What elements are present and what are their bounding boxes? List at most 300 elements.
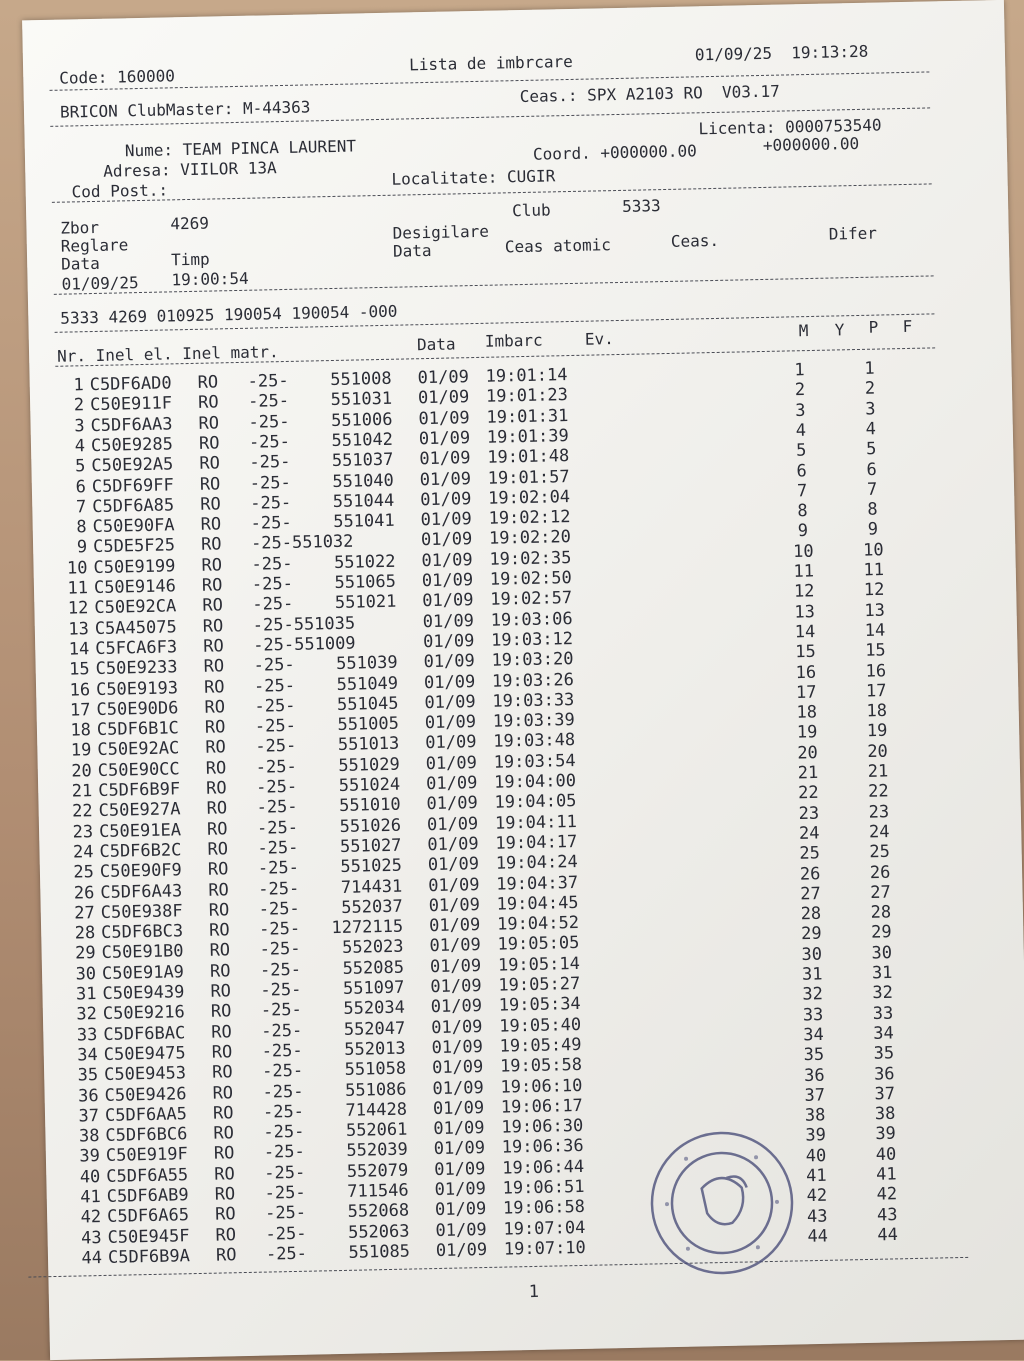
ring-serial: 551029: [338, 754, 400, 776]
ring-serial: 552085: [342, 957, 405, 979]
position-m: 11: [793, 561, 815, 582]
country-code: RO: [206, 818, 228, 840]
position-p: 7: [866, 479, 878, 500]
basket-time: 19:03:33: [492, 689, 575, 712]
column-header-m: M: [798, 321, 809, 341]
ring-year: -25-551035: [252, 613, 356, 636]
owner-address: Adresa: VIILOR 13A: [103, 158, 277, 181]
ring-year: -25-551032: [250, 531, 354, 555]
position-p: 32: [872, 983, 894, 1004]
row-number: 15: [68, 659, 90, 680]
ring-serial: 552061: [345, 1119, 408, 1141]
column-header-p: P: [868, 317, 879, 337]
country-code: RO: [209, 960, 231, 982]
ring-year: -25-: [248, 411, 290, 433]
position-p: 9: [867, 519, 879, 541]
basket-date: 01/09: [425, 752, 478, 774]
basket-time: 19:06:36: [501, 1136, 584, 1159]
ring-serial: 551022: [333, 551, 396, 573]
position-m: 35: [803, 1044, 825, 1066]
country-code: RO: [212, 1103, 234, 1124]
ring-serial: 552063: [347, 1221, 410, 1243]
electronic-ring: C5DF6B9A: [107, 1246, 191, 1268]
unsealing-date-label: Data: [392, 240, 432, 261]
page-number: 1: [528, 1281, 540, 1303]
ring-year: -25-: [263, 1121, 305, 1143]
basket-date: 01/09: [429, 955, 482, 977]
electronic-ring: C50E938F: [100, 901, 183, 923]
electronic-ring: C50E91B0: [101, 941, 184, 964]
position-m: 39: [805, 1125, 827, 1146]
basket-time: 19:01:23: [485, 385, 569, 408]
position-m: 18: [796, 702, 818, 723]
position-m: 26: [799, 863, 821, 885]
country-code: RO: [210, 1001, 232, 1022]
row-number: 7: [75, 496, 87, 518]
ring-year: -25-: [251, 553, 293, 575]
locality: Localitate: CUGIR: [391, 166, 556, 189]
basket-date: 01/09: [428, 915, 481, 937]
electronic-ring: C5DF6AD0: [89, 373, 172, 396]
basket-date: 01/09: [420, 509, 473, 531]
position-p: 14: [864, 620, 886, 641]
country-code: RO: [200, 494, 221, 515]
electronic-ring: C5DE5F25: [92, 535, 176, 558]
ring-year: -25-: [257, 837, 299, 859]
ring-serial: 551006: [330, 409, 393, 431]
country-code: RO: [212, 1082, 234, 1104]
position-m: 20: [797, 742, 819, 764]
basket-time: 19:06:17: [500, 1095, 584, 1118]
ring-year: -25-: [263, 1142, 306, 1164]
country-code: RO: [214, 1163, 235, 1185]
country-code: RO: [213, 1123, 235, 1144]
electronic-ring: C50E945F: [107, 1225, 190, 1248]
ring-serial: 1272115: [331, 916, 404, 939]
position-p: 24: [868, 821, 890, 843]
basket-date: 01/09: [429, 935, 481, 957]
position-p: 3: [865, 398, 876, 420]
country-code: RO: [197, 392, 219, 414]
position-m: 25: [799, 843, 821, 864]
basket-date: 01/09: [431, 1016, 483, 1038]
position-m: 23: [798, 803, 820, 824]
country-code: RO: [203, 656, 225, 677]
position-m: 28: [800, 903, 822, 925]
basket-time: 19:02:50: [489, 568, 572, 590]
position-p: 34: [873, 1023, 894, 1044]
row-number: 8: [76, 517, 87, 538]
basket-date: 01/09: [423, 671, 476, 693]
ring-serial: 552023: [341, 937, 404, 959]
electronic-ring: C50E9146: [93, 576, 177, 599]
position-p: 10: [862, 539, 884, 561]
position-p: 12: [863, 580, 885, 601]
country-code: RO: [201, 575, 223, 596]
ring-year: -25-: [254, 715, 297, 737]
electronic-ring: C50E91EA: [98, 819, 182, 842]
country-code: RO: [200, 534, 222, 556]
club-number: 5333: [621, 196, 661, 216]
difference-label: Difer: [828, 223, 878, 244]
ring-serial: 551037: [331, 449, 394, 472]
basket-date: 01/09: [422, 610, 475, 632]
position-p: 33: [872, 1003, 894, 1024]
row-number: 25: [73, 862, 95, 883]
basket-time: 19:01:57: [487, 466, 570, 489]
position-p: 2: [864, 378, 876, 400]
row-number: 12: [67, 598, 89, 619]
basket-time: 19:04:00: [493, 770, 577, 793]
electronic-ring: C5DF69FF: [91, 474, 174, 497]
basket-date: 01/09: [424, 691, 476, 713]
ring-serial: 551097: [342, 977, 405, 999]
basket-date: 01/09: [431, 1057, 484, 1079]
position-m: 21: [797, 762, 819, 784]
position-m: 37: [804, 1085, 826, 1106]
position-p: 42: [876, 1184, 898, 1205]
position-m: 5: [795, 440, 807, 461]
country-code: RO: [207, 839, 229, 860]
position-m: 40: [805, 1145, 827, 1167]
position-p: 15: [865, 640, 886, 661]
basket-date: 01/09: [432, 1077, 484, 1099]
position-m: 9: [797, 521, 809, 542]
ring-year: -25-: [255, 736, 297, 758]
basket-date: 01/09: [419, 448, 471, 470]
electronic-ring: C50E92AC: [97, 738, 180, 761]
position-m: 36: [803, 1065, 825, 1086]
basket-time: 19:01:39: [486, 425, 569, 448]
row-number: 1: [73, 375, 84, 396]
electronic-ring: C50E9193: [95, 677, 179, 700]
ring-year: -25-: [261, 1040, 303, 1062]
ring-year: -25-: [258, 878, 300, 900]
country-code: RO: [207, 859, 229, 880]
basket-date: 01/09: [433, 1118, 485, 1140]
basket-date: 01/09: [425, 773, 478, 795]
ring-serial: 714431: [340, 876, 403, 898]
position-m: 43: [806, 1206, 828, 1227]
ring-year: -25-: [253, 675, 296, 697]
row-number: 29: [74, 943, 96, 964]
position-p: 22: [867, 781, 889, 803]
ring-year: -25-: [264, 1182, 306, 1204]
column-header-f: F: [902, 316, 913, 337]
ring-serial: 551044: [332, 490, 395, 512]
basket-time: 19:03:12: [490, 628, 574, 651]
ring-year: -25-: [250, 512, 292, 534]
country-code: RO: [214, 1184, 236, 1205]
position-m: 12: [793, 581, 815, 603]
electronic-ring: C50E9475: [103, 1043, 186, 1065]
position-p: 37: [874, 1083, 896, 1105]
basket-time: 19:05:27: [498, 973, 581, 996]
ring-year: -25-: [247, 391, 290, 413]
document-title: Lista de imbrcare: [408, 51, 574, 75]
position-p: 20: [867, 741, 889, 762]
row-number: 23: [72, 821, 94, 843]
basket-time: 19:03:48: [493, 730, 576, 753]
basket-date: 01/09: [417, 387, 470, 409]
electronic-ring: C50E90D6: [96, 698, 179, 720]
country-code: RO: [197, 372, 219, 393]
position-m: 15: [795, 642, 816, 663]
row-number: 24: [72, 842, 94, 863]
position-p: 43: [876, 1204, 898, 1226]
ring-serial: 551065: [334, 571, 397, 594]
basket-date: 01/09: [435, 1239, 488, 1261]
ring-year: -25-: [254, 695, 296, 717]
electronic-ring: C5DF6AA3: [90, 413, 173, 436]
basket-time: 19:04:37: [496, 872, 579, 895]
basket-date: 01/09: [418, 428, 471, 450]
basket-time: 19:01:14: [485, 365, 568, 387]
divider: [50, 71, 930, 90]
row-number: 9: [76, 537, 88, 558]
ring-serial: 551041: [333, 510, 395, 533]
basket-time: 19:01:31: [486, 405, 569, 428]
basket-time: 19:07:10: [503, 1237, 587, 1260]
electronic-ring: C50E9199: [93, 556, 176, 578]
owner-name: Nume: TEAM PINCA LAURENT: [124, 136, 357, 161]
position-m: 6: [796, 460, 808, 482]
ring-serial: 551021: [334, 592, 397, 614]
position-m: 29: [800, 924, 822, 945]
position-m: 41: [805, 1165, 827, 1187]
row-number: 22: [71, 801, 93, 822]
ring-year: -25-: [249, 452, 291, 473]
electronic-ring: C50E9233: [95, 657, 178, 680]
electronic-ring: C50E9453: [103, 1063, 187, 1086]
row-number: 30: [75, 963, 97, 985]
position-p: 6: [866, 459, 878, 480]
electronic-ring: C5FCA6F3: [95, 637, 178, 659]
ring-year: -25-: [265, 1243, 308, 1265]
electronic-ring: C5DF6B1C: [96, 718, 180, 741]
basket-date: 01/09: [428, 874, 480, 896]
basket-date: 01/09: [419, 468, 472, 490]
ring-serial: 551040: [332, 470, 394, 492]
basket-time: 19:02:35: [489, 547, 572, 570]
row-number: 21: [71, 781, 93, 802]
basket-date: 01/09: [430, 976, 482, 998]
basket-date: 01/09: [426, 813, 479, 835]
position-p: 17: [865, 680, 887, 702]
position-m: 22: [797, 783, 819, 804]
ring-serial: 552034: [343, 997, 406, 1020]
ring-serial: 551027: [339, 835, 402, 857]
electronic-ring: C5DF6B9F: [98, 779, 181, 802]
basket-time: 19:06:30: [501, 1116, 584, 1138]
basket-date: 01/09: [420, 529, 473, 551]
setting-date-label: Data: [60, 253, 100, 274]
ring-year: -25-: [261, 1060, 304, 1082]
position-p: 13: [864, 600, 886, 621]
electronic-ring: C5DF6BC3: [100, 921, 184, 944]
basket-date: 01/09: [434, 1158, 486, 1180]
basket-date: 01/09: [419, 488, 472, 510]
column-header-ev: Ev.: [584, 329, 614, 349]
setting-date-value: 01/09/25: [61, 273, 139, 294]
basket-time: 19:04:17: [495, 831, 578, 854]
column-header-basketing: Imbarc: [484, 330, 543, 351]
electronic-ring: C50E927A: [98, 799, 181, 822]
ring-serial: 552037: [341, 896, 403, 918]
column-header-rings: Nr. Inel el. Inel matr.: [56, 342, 279, 366]
position-p: 1: [864, 358, 875, 379]
country-code: RO: [208, 879, 230, 901]
row-number: 5: [74, 456, 86, 477]
country-code: RO: [199, 453, 221, 474]
row-number: 35: [77, 1065, 99, 1086]
country-code: RO: [202, 595, 224, 617]
position-m: 13: [794, 601, 816, 623]
ring-year: -25-: [265, 1223, 307, 1245]
ring-serial: 551031: [330, 389, 393, 411]
basket-date: 01/09: [430, 996, 483, 1018]
basket-date: 01/09: [422, 630, 475, 653]
basket-time: 19:05:40: [499, 1014, 582, 1037]
country-code: RO: [211, 1021, 232, 1043]
position-m: 24: [798, 823, 820, 844]
position-p: 27: [870, 882, 891, 903]
basket-time: 19:06:51: [502, 1176, 585, 1199]
row-number: 27: [74, 902, 95, 924]
position-m: 34: [803, 1024, 824, 1046]
position-p: 8: [867, 499, 878, 520]
row-number: 14: [68, 639, 90, 660]
setting-time-label: Timp: [170, 249, 210, 270]
ring-serial: 551085: [348, 1241, 411, 1263]
country-code: RO: [214, 1204, 236, 1225]
position-p: 30: [871, 942, 893, 964]
print-datetime: 01/09/25 19:13:28: [694, 41, 869, 65]
setting-label: Reglare: [60, 235, 129, 256]
setting-time-value: 19:00:54: [171, 268, 249, 290]
electronic-ring: C50E911F: [89, 393, 173, 416]
ring-serial: 551086: [344, 1079, 407, 1101]
ring-year: -25-: [255, 776, 298, 798]
position-m: 2: [794, 380, 806, 401]
row-number: 4: [74, 436, 86, 457]
position-m: 31: [801, 964, 823, 985]
row-number: 16: [69, 679, 91, 701]
row-number: 18: [70, 720, 92, 741]
row-number: 11: [67, 578, 89, 599]
ring-serial: 552047: [343, 1018, 406, 1040]
ring-serial: 551025: [340, 855, 403, 878]
basket-time: 19:02:12: [488, 507, 571, 529]
country-code: RO: [208, 900, 230, 921]
country-code: RO: [200, 514, 222, 535]
position-m: 30: [801, 944, 823, 965]
ring-year: -25-: [253, 655, 295, 676]
basket-date: 01/09: [427, 833, 479, 856]
country-code: RO: [205, 758, 227, 779]
electronic-ring: C50E9285: [90, 434, 174, 456]
basket-date: 01/09: [435, 1219, 487, 1241]
position-m: 7: [796, 480, 808, 502]
ring-serial: 551024: [338, 774, 401, 796]
country-code: RO: [205, 737, 227, 759]
position-m: 33: [802, 1004, 824, 1026]
basket-date: 01/09: [424, 712, 477, 734]
flight-number: 4269: [170, 213, 210, 234]
ring-serial: 551058: [344, 1058, 407, 1081]
ring-year: -25-: [249, 472, 291, 494]
basket-date: 01/09: [423, 651, 475, 673]
electronic-ring: C5DF6AB9: [106, 1185, 189, 1207]
basket-time: 19:02:04: [487, 486, 571, 509]
row-number: 10: [66, 557, 88, 579]
country-code: RO: [199, 473, 221, 495]
position-p: 41: [875, 1164, 897, 1185]
position-m: 42: [806, 1185, 828, 1207]
row-number: 32: [76, 1004, 98, 1025]
row-number: 34: [77, 1044, 98, 1066]
electronic-ring: C50E919F: [105, 1144, 188, 1167]
ring-serial: 552039: [346, 1139, 409, 1162]
country-code: RO: [210, 981, 232, 1002]
basket-time: 19:04:11: [494, 811, 578, 834]
row-number: 3: [74, 415, 85, 437]
position-p: 29: [870, 922, 892, 944]
electronic-ring: C50E9439: [102, 982, 185, 1004]
position-p: 36: [873, 1063, 895, 1085]
basket-time: 19:02:20: [488, 527, 572, 550]
flight-label: Zbor: [60, 217, 100, 238]
basket-time: 19:04:45: [496, 892, 579, 915]
position-m: 10: [792, 541, 814, 562]
row-number: 42: [80, 1207, 102, 1228]
postal-code-label: Cod Post.:: [71, 180, 169, 202]
ring-year: -25-: [256, 817, 299, 839]
basket-time: 19:03:39: [492, 710, 575, 732]
basket-time: 19:02:57: [490, 588, 573, 611]
row-number: 38: [78, 1126, 100, 1147]
country-code: RO: [215, 1245, 237, 1266]
position-m: 4: [795, 420, 807, 441]
position-p: 35: [873, 1043, 895, 1064]
position-p: 23: [868, 801, 890, 823]
basket-time: 19:06:10: [500, 1075, 583, 1098]
ring-serial: 711546: [347, 1180, 409, 1202]
coordinates-secondary: +000000.00: [762, 133, 860, 155]
club-stamp: [645, 1126, 798, 1279]
position-p: 39: [875, 1124, 897, 1145]
ring-serial: 551008: [330, 368, 392, 391]
ring-serial: 551005: [337, 713, 400, 736]
basket-date: 01/09: [422, 590, 474, 612]
electronic-ring: C5DF6BC6: [105, 1124, 188, 1147]
ring-year: -25-: [252, 594, 294, 616]
basket-time: 19:03:06: [490, 608, 573, 631]
row-number: 39: [79, 1146, 101, 1167]
ring-year: -25-: [257, 858, 300, 879]
electronic-ring: C5DF6B2C: [99, 840, 182, 862]
country-code: RO: [211, 1042, 233, 1063]
position-p: 26: [869, 862, 891, 883]
country-code: RO: [208, 920, 230, 941]
atomic-clock-label: Ceas atomic: [504, 235, 612, 257]
basket-time: 19:03:54: [493, 750, 576, 773]
basket-time: 19:05:34: [498, 994, 581, 1016]
position-p: 19: [866, 721, 888, 742]
ring-year: -25-: [256, 797, 298, 818]
ring-year: -25-: [262, 1101, 305, 1123]
country-code: RO: [203, 676, 225, 698]
